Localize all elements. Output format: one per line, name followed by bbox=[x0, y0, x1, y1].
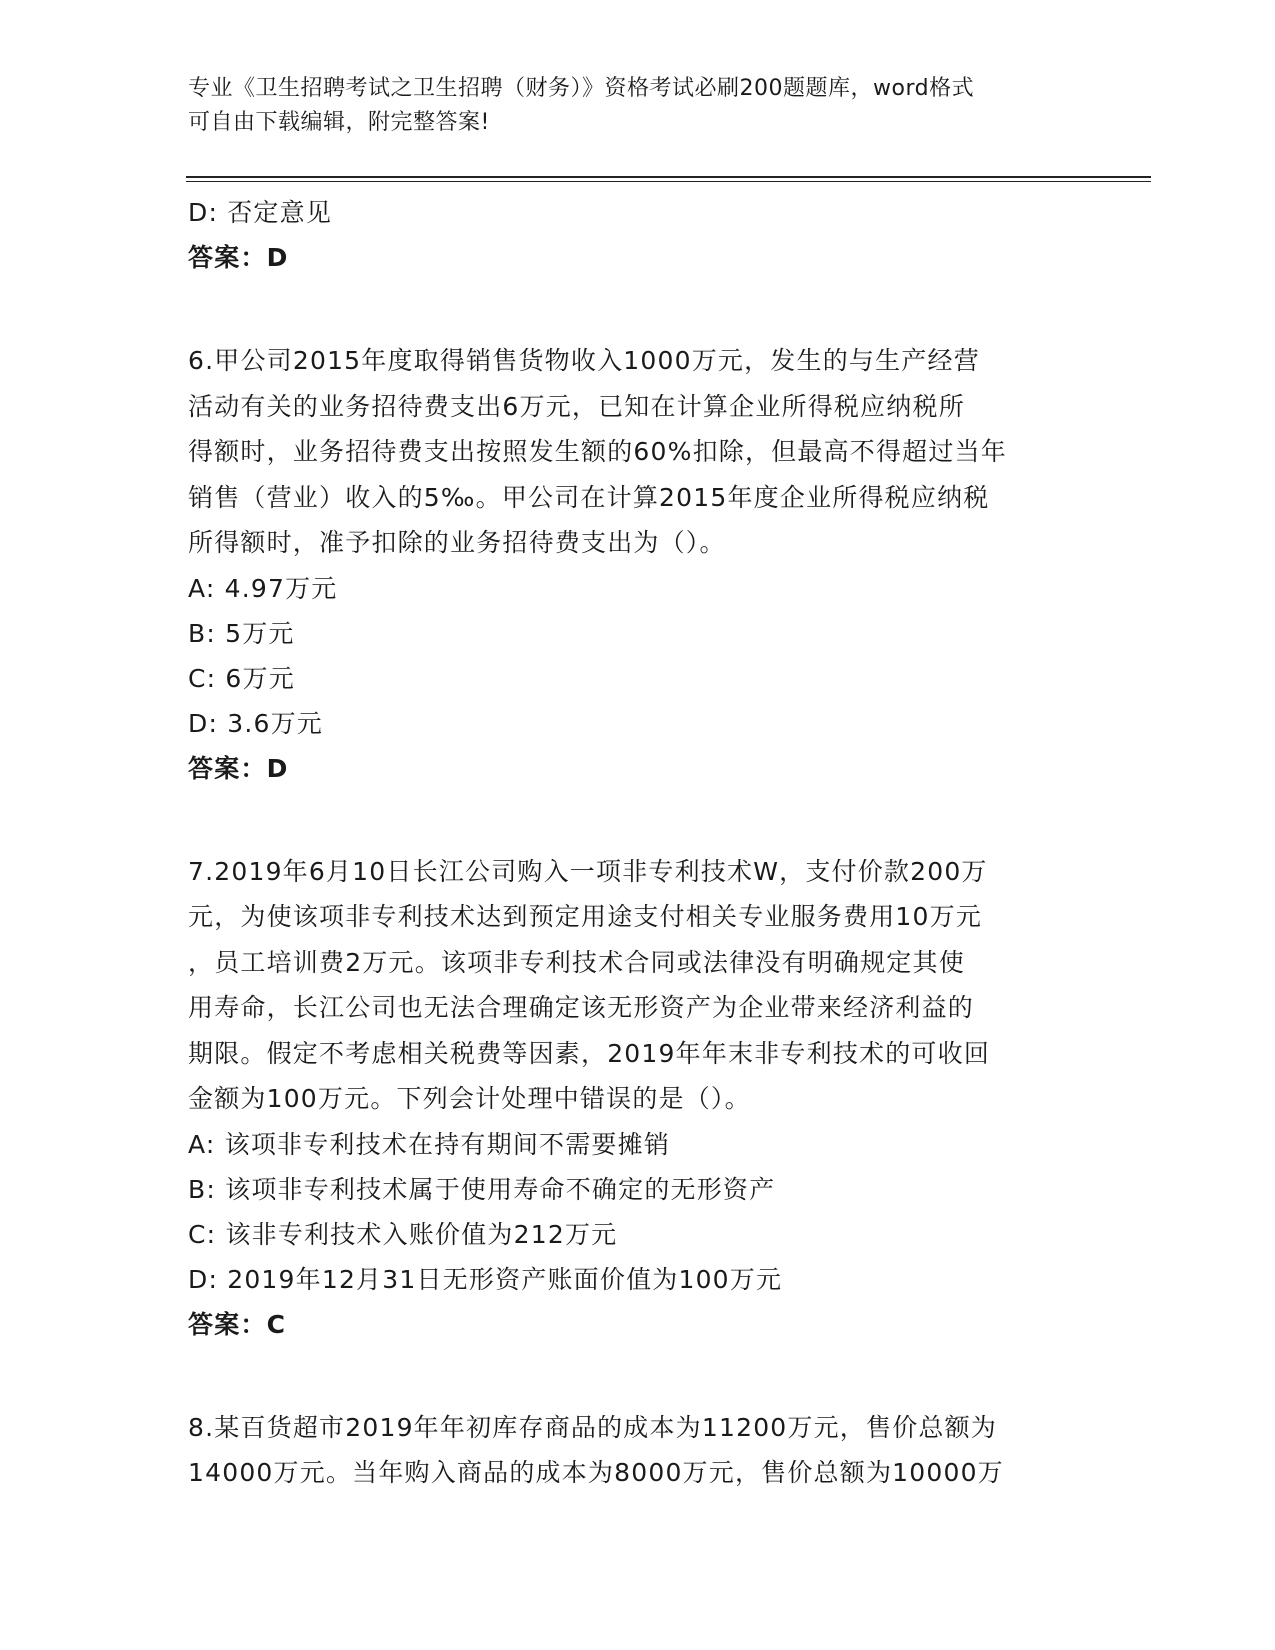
answer-line: 答案：D bbox=[188, 753, 289, 783]
question-text-line: 期限。假定不考虑相关税费等因素，2019年年末非专利技术的可收回 bbox=[188, 1038, 991, 1068]
option-c: C: 该非专利技术入账价值为212万元 bbox=[188, 1219, 618, 1249]
answer-line: 答案：C bbox=[188, 1309, 287, 1339]
header-line-1: 专业《卫生招聘考试之卫生招聘（财务）》资格考试必刷200题题库，word格式 bbox=[188, 76, 975, 101]
option-d: D: 否定意见 bbox=[188, 198, 333, 227]
question-text-line: 金额为100万元。下列会计处理中错误的是（）。 bbox=[188, 1084, 751, 1113]
question-text-line: 用寿命，长江公司也无法合理确定该无形资产为企业带来经济利益的 bbox=[188, 993, 975, 1022]
header-rule bbox=[186, 176, 1151, 178]
option-a: A: 该项非专利技术在持有期间不需要摊销 bbox=[188, 1129, 671, 1159]
answer-line: 答案：D bbox=[188, 243, 289, 272]
question-text-line: 活动有关的业务招待费支出6万元，已知在计算企业所得税应纳税所 bbox=[188, 391, 965, 421]
header-rule-thin bbox=[186, 181, 1151, 182]
document-body bbox=[188, 190, 1088, 1496]
question-text-line: 7.2019年6月10日长江公司购入一项非专利技术W，支付价款200万 bbox=[188, 856, 988, 886]
question-text-line: 得额时，业务招待费支出按照发生额的60%扣除，但最高不得超过当年 bbox=[188, 437, 1007, 466]
question-text-line: ，员工培训费2万元。该项非专利技术合同或法律没有明确规定其使 bbox=[188, 947, 965, 977]
question-8 bbox=[188, 1405, 1088, 1496]
question-7 bbox=[188, 849, 1088, 1347]
option-d: D: 3.6万元 bbox=[188, 708, 323, 738]
question-text-line: 14000万元。当年购入商品的成本为8000万元，售价总额为10000万 bbox=[188, 1458, 1004, 1487]
page-header bbox=[188, 72, 1068, 140]
question-text-line: 6.甲公司2015年度取得销售货物收入1000万元，发生的与生产经营 bbox=[188, 346, 980, 375]
option-c: C: 6万元 bbox=[188, 663, 295, 693]
option-d: D: 2019年12月31日无形资产账面价值为100万元 bbox=[188, 1264, 783, 1294]
question-text-line: 元，为使该项非专利技术达到预定用途支付相关专业服务费用10万元 bbox=[188, 902, 983, 931]
option-a: A: 4.97万元 bbox=[188, 573, 338, 603]
option-b: B: 该项非专利技术属于使用寿命不确定的无形资产 bbox=[188, 1174, 776, 1204]
previous-question-tail bbox=[188, 190, 1088, 280]
header-line-2: 可自由下载编辑，附完整答案! bbox=[188, 110, 490, 135]
question-text-line: 销售（营业）收入的5‰。甲公司在计算2015年度企业所得税应纳税 bbox=[188, 482, 990, 512]
question-6 bbox=[188, 338, 1088, 791]
question-text-line: 8.某百货超市2019年年初库存商品的成本为11200万元，售价总额为 bbox=[188, 1412, 998, 1442]
option-b: B: 5万元 bbox=[188, 618, 295, 648]
question-text-line: 所得额时，准予扣除的业务招待费支出为（）。 bbox=[188, 528, 726, 557]
